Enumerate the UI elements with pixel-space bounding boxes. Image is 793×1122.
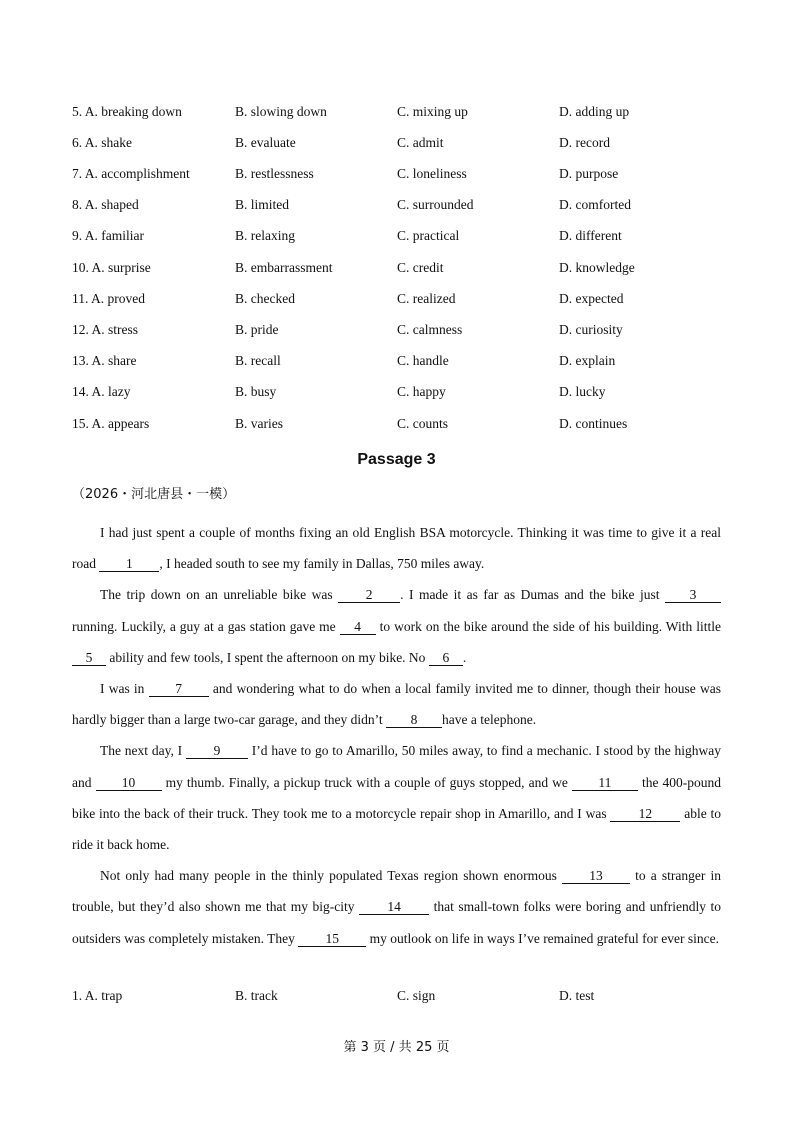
passage-text: . [462,649,467,665]
option-a: 11. A. proved [72,291,145,306]
passage-text: I’d have to go to Amarillo, 50 miles away, to find a mechanic. I stood by the highway and [72,743,721,790]
option-row [0,351,793,371]
option-a: 10. A. surprise [72,260,151,275]
passage-text: The next day, I [100,743,186,759]
option-row [0,986,793,1006]
option-b: B. varies [235,416,283,431]
option-d: D. lucky [559,384,606,399]
option-c: C. happy [397,384,446,399]
option-c: C. handle [397,353,449,368]
option-row [0,164,793,184]
option-a: 13. A. share [72,353,137,368]
option-a: 14. A. lazy [72,384,131,399]
option-d: D. record [559,135,610,150]
option-d: D. comforted [559,197,631,212]
option-b: B. embarrassment [235,260,333,275]
option-row [0,226,793,246]
option-row [0,382,793,402]
passage-text: , I headed south to see my family in Dallas, 750 miles away. [159,556,485,572]
option-row [0,102,793,122]
option-row [0,289,793,309]
option-b: B. slowing down [235,104,327,119]
option-b: B. pride [235,322,279,337]
passage-text: the 400-pound bike into the back of their truck. They took me to a motorcycle repair shop in Amarillo, and I was [72,774,721,821]
option-b: B. relaxing [235,228,295,243]
passage-text: to work on the bike around the side of his building. With little [375,618,721,634]
paragraph [72,673,721,735]
blank-13: 13 [562,868,630,884]
passage-text: . I made it as far as Dumas and the bike just [400,587,665,603]
paragraph [72,517,721,579]
option-c: C. calmness [397,322,463,337]
passage-source: （2026・河北唐县・一模） [72,487,236,502]
option-a: 9. A. familiar [72,228,144,243]
passage-title: Passage 3 [357,451,436,468]
paragraph [72,735,721,860]
option-a: 7. A. accomplishment [72,166,190,181]
passage-body [72,517,721,954]
option-a: 5. A. breaking down [72,104,182,119]
option-row [0,414,793,434]
passage-text: my outlook on life in ways I’ve remained grateful for ever since. [366,930,719,946]
option-d: D. expected [559,291,624,306]
option-b: B. recall [235,353,281,368]
option-b: B. track [235,988,278,1003]
option-c: C. practical [397,228,460,243]
option-row [0,320,793,340]
option-a: 12. A. stress [72,322,139,337]
blank-11: 11 [572,775,638,791]
blank-3: 3 [665,587,721,603]
option-d: D. purpose [559,166,619,181]
paragraph [72,579,721,673]
passage-text: Not only had many people in the thinly populated Texas region shown enormous [100,868,563,884]
option-b: B. limited [235,197,289,212]
passage-text: my thumb. Finally, a pickup truck with a couple of guys stopped, and we [161,774,572,790]
blank-9: 9 [186,743,248,759]
option-d: D. knowledge [559,260,635,275]
option-c: C. sign [397,988,436,1003]
paragraph [72,860,721,954]
option-d: D. adding up [559,104,630,119]
option-d: D. test [559,988,595,1003]
passage-text: I had just spent a couple of months fixing an old English BSA motorcycle. Thinking it was time to give it a real road [72,525,721,572]
passage-text: that small-town folks were boring and unfriendly to outsiders was completely mistaken. They [72,899,721,946]
option-a: 15. A. appears [72,416,150,431]
blank-14: 14 [359,899,429,915]
option-b: B. busy [235,384,277,399]
option-c: C. credit [397,260,444,275]
passage-text: and wondering what to do when a local family invited me to dinner, though their house was hardly bigger than a large two-car garage, and they didn’t [72,681,721,728]
passage-text: able to ride it back home. [72,805,721,853]
option-c: C. loneliness [397,166,467,181]
blank-1: 1 [99,556,159,572]
passage-text: running. Luckily, a guy at a gas station gave me [72,618,340,634]
option-b: B. restlessness [235,166,314,181]
blank-12: 12 [610,806,680,822]
option-d: D. different [559,228,622,243]
option-c: C. mixing up [397,104,468,119]
option-b: B. evaluate [235,135,296,150]
option-a: 8. A. shaped [72,197,139,212]
blank-4: 4 [340,619,376,635]
blank-15: 15 [298,931,366,947]
option-d: D. explain [559,353,616,368]
passage-text: to a stranger in trouble, but they’d also shown me that my big-city [72,868,721,915]
blank-5: 5 [72,650,106,666]
passage-text: have a telephone. [442,712,537,728]
option-c: C. realized [397,291,456,306]
option-b: B. checked [235,291,295,306]
passage-text: The trip down on an unreliable bike was [100,587,339,603]
option-row [0,133,793,153]
option-a: 6. A. shake [72,135,132,150]
blank-6: 6 [429,650,463,666]
option-c: C. counts [397,416,449,431]
option-c: C. surrounded [397,197,474,212]
option-a: 1. A. trap [72,988,123,1003]
option-d: D. curiosity [559,322,623,337]
blank-10: 10 [96,775,162,791]
page-footer: 第 3 页 / 共 25 页 [343,1040,450,1055]
blank-2: 2 [338,587,400,603]
passage-text: ability and few tools, I spent the afternoon on my bike. No [106,649,429,665]
option-d: D. continues [559,416,628,431]
option-row [0,258,793,278]
option-c: C. admit [397,135,444,150]
passage-text: I was in [100,681,149,697]
blank-8: 8 [386,712,442,728]
option-row [0,195,793,215]
blank-7: 7 [149,681,209,697]
